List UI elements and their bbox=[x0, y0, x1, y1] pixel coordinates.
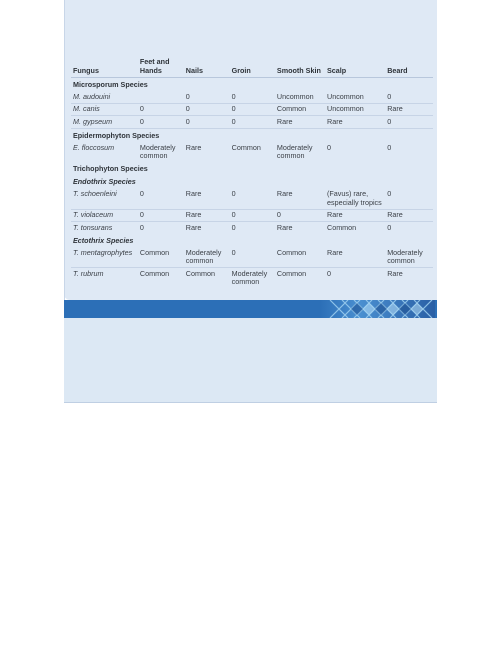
cell-scalp: (Favus) rare, especially tropics bbox=[325, 189, 385, 210]
cell-smooth-skin: Rare bbox=[275, 116, 325, 129]
cell-groin: 0 bbox=[231, 222, 236, 232]
cell-scalp: Rare bbox=[325, 116, 385, 129]
cell-beard: 0 bbox=[385, 91, 433, 103]
table-row bbox=[71, 116, 433, 129]
cell-groin: Moderately common bbox=[231, 268, 268, 287]
table-row bbox=[71, 268, 433, 289]
cell-smooth-skin: Moderately common bbox=[276, 142, 313, 161]
cell-feet-and-hands: 0 bbox=[138, 209, 184, 222]
info-box-panel bbox=[64, 300, 437, 403]
cell-groin: 0 bbox=[230, 116, 275, 129]
cell-groin: Common bbox=[231, 142, 261, 152]
species-name: T. tonsurans bbox=[73, 222, 113, 232]
header-smooth-skin: Smooth Skin bbox=[275, 58, 325, 78]
cell-feet-and-hands: Moderately common bbox=[139, 142, 176, 161]
table-row bbox=[71, 222, 433, 234]
cell-nails: 0 bbox=[184, 103, 230, 116]
cell-nails: 0 bbox=[184, 116, 230, 129]
cell-beard: Rare bbox=[385, 103, 433, 116]
header-nails: Nails bbox=[184, 58, 230, 78]
cell-groin: 0 bbox=[230, 103, 275, 116]
subsection-title: Ectothrix Species bbox=[73, 235, 134, 245]
cell-groin: 0 bbox=[230, 91, 275, 103]
section-title: Trichophyton Species bbox=[73, 164, 148, 174]
species-name: M. canis bbox=[71, 103, 138, 116]
subsection-row-endothrix bbox=[71, 175, 433, 188]
species-name: T. mentagrophytes bbox=[71, 247, 138, 268]
species-name: T. rubrum bbox=[73, 268, 104, 278]
cell-beard: 0 bbox=[387, 222, 392, 232]
box-header-bar bbox=[64, 300, 437, 318]
species-name: M. gypseum bbox=[71, 116, 138, 129]
cell-smooth-skin: Common bbox=[276, 268, 307, 278]
cell-nails: Rare bbox=[184, 189, 230, 210]
cell-smooth-skin: Common bbox=[275, 247, 325, 268]
species-name: T. violaceum bbox=[71, 209, 138, 222]
cell-smooth-skin: Rare bbox=[275, 189, 325, 210]
subsection-row-ectothrix bbox=[71, 234, 433, 247]
table-header-row bbox=[71, 58, 433, 78]
species-name: M. audouini bbox=[71, 91, 138, 103]
cell-scalp: 0 bbox=[327, 268, 331, 278]
cell-smooth-skin: Rare bbox=[276, 222, 293, 232]
section-row-microsporum bbox=[71, 78, 433, 92]
header-fungus: Fungus bbox=[71, 58, 138, 78]
cell-nails: Rare bbox=[185, 142, 202, 152]
table-row bbox=[71, 189, 433, 210]
cell-nails: 0 bbox=[184, 91, 230, 103]
cell-groin: 0 bbox=[230, 209, 275, 222]
cell-feet-and-hands: 0 bbox=[139, 222, 144, 232]
cell-scalp: 0 bbox=[327, 142, 331, 152]
cell-nails: Common bbox=[185, 268, 215, 278]
cell-feet-and-hands: 0 bbox=[138, 103, 184, 116]
section-row-trichophyton bbox=[71, 162, 433, 175]
header-feet-and-hands: Feet and Hands bbox=[138, 58, 184, 78]
species-name: E. floccosum bbox=[73, 142, 115, 152]
species-name: T. schoenleini bbox=[71, 189, 138, 210]
cell-beard: 0 bbox=[385, 116, 433, 129]
cell-scalp: Common bbox=[327, 222, 357, 232]
header-scalp: Scalp bbox=[325, 58, 385, 78]
section-row-epidermophyton bbox=[71, 129, 433, 143]
cell-groin: 0 bbox=[230, 189, 275, 210]
cell-beard: Rare bbox=[385, 209, 433, 222]
cell-smooth-skin: Common bbox=[275, 103, 325, 116]
cell-feet-and-hands: 0 bbox=[138, 189, 184, 210]
table-row bbox=[71, 142, 433, 162]
table-row bbox=[71, 209, 433, 222]
table-row bbox=[71, 247, 433, 268]
cell-scalp: Rare bbox=[325, 247, 385, 268]
cell-scalp: Rare bbox=[325, 209, 385, 222]
header-beard: Beard bbox=[385, 58, 433, 78]
cell-beard: Moderately common bbox=[385, 247, 433, 268]
decorative-pattern-icon bbox=[320, 300, 435, 318]
section-title: Microsporum Species bbox=[73, 80, 148, 90]
table-row bbox=[71, 91, 433, 103]
header-groin: Groin bbox=[230, 58, 275, 78]
cell-beard: 0 bbox=[385, 189, 433, 210]
fungus-distribution-table-panel bbox=[64, 0, 437, 300]
cell-feet-and-hands bbox=[138, 91, 184, 103]
subsection-title: Endothrix Species bbox=[73, 177, 136, 187]
cell-feet-and-hands: Common bbox=[138, 247, 184, 268]
cell-smooth-skin: Uncommon bbox=[275, 91, 325, 103]
cell-groin: 0 bbox=[230, 247, 275, 268]
table-row bbox=[71, 103, 433, 116]
cell-feet-and-hands: Common bbox=[139, 268, 170, 278]
cell-nails: Rare bbox=[184, 209, 230, 222]
section-title: Epidermophyton Species bbox=[73, 131, 160, 141]
cell-scalp: Uncommon bbox=[325, 103, 385, 116]
cell-nails: Moderately common bbox=[184, 247, 230, 268]
cell-nails: Rare bbox=[185, 222, 202, 232]
cell-feet-and-hands: 0 bbox=[138, 116, 184, 129]
cell-beard: 0 bbox=[387, 142, 392, 152]
fungus-distribution-table bbox=[71, 58, 433, 288]
cell-scalp: Uncommon bbox=[325, 91, 385, 103]
cell-beard: Rare bbox=[387, 268, 403, 278]
cell-smooth-skin: 0 bbox=[275, 209, 325, 222]
